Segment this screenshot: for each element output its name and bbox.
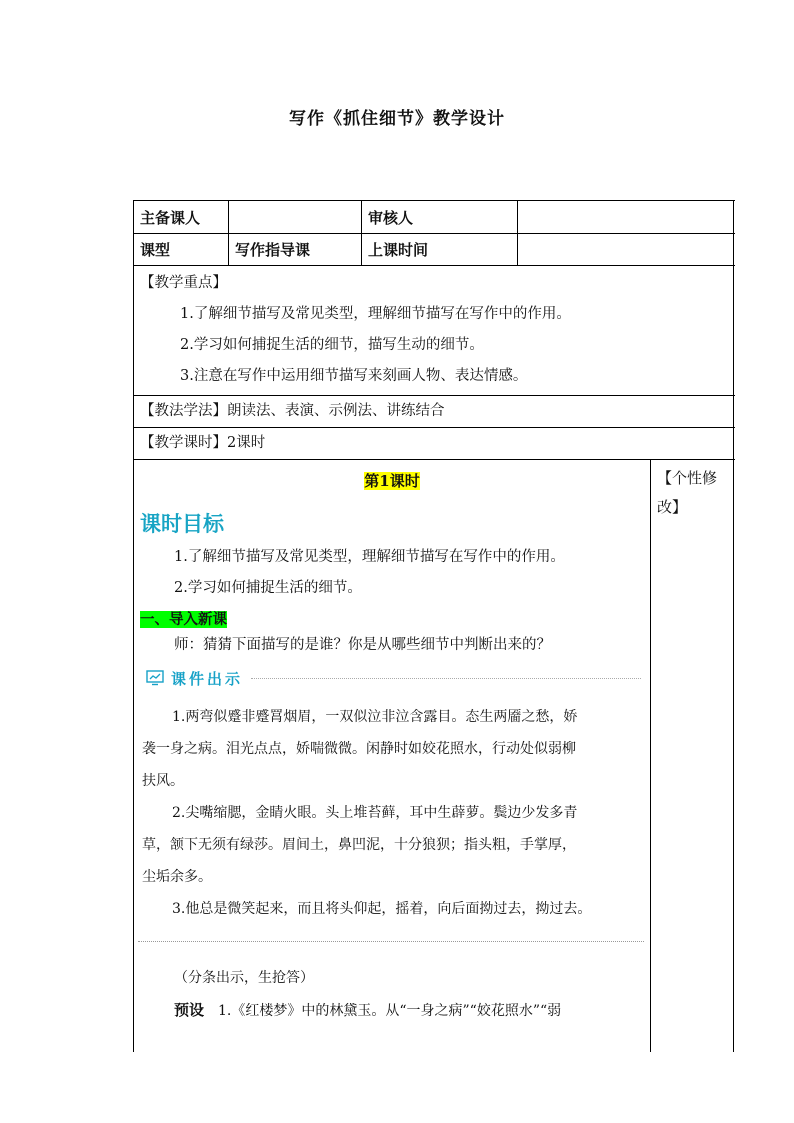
- class-time-label: 上课时间: [362, 234, 518, 265]
- passage-line: 尘垢余多。: [142, 869, 212, 885]
- hours-label: 【教学课时】: [140, 435, 227, 451]
- personal-revision-column[interactable]: [651, 460, 734, 1052]
- courseware-passages: [134, 695, 650, 925]
- passage-line: 1.两弯似蹙非蹙罥烟眉，一双似泣非泣含露目。态生两靥之愁，娇: [172, 709, 578, 725]
- section-intro-heading: 一、导入新课: [140, 611, 227, 628]
- divider: [138, 941, 644, 942]
- reviewer-label: 审核人: [362, 201, 518, 233]
- passage-line: 扶风。: [142, 773, 184, 789]
- lesson-type-value: 写作指导课: [229, 234, 362, 265]
- hours-value: 2课时: [227, 435, 266, 451]
- key-point-item: 2.学习如何捕捉生活的细节，描写生动的细节。: [180, 337, 484, 353]
- goal-item: 1.了解细节描写及常见类型，理解细节描写在写作中的作用。: [174, 549, 565, 565]
- header-row-2: [134, 234, 735, 266]
- lead-teacher-value[interactable]: [229, 201, 362, 233]
- key-point-item: 1.了解细节描写及常见类型，理解细节描写在写作中的作用。: [180, 306, 571, 322]
- methods-value: 朗读法、表演、示例法、讲练结合: [227, 403, 445, 419]
- key-points-label: 【教学重点】: [140, 275, 227, 291]
- lesson-row: [134, 460, 735, 1052]
- lead-teacher-label: 主备课人: [134, 201, 229, 233]
- methods-row: [134, 396, 735, 428]
- lesson-plan-table: [133, 200, 735, 1052]
- passage-line: 2.尖嘴缩腮，金睛火眼。头上堆苔藓，耳中生薜萝。鬓边少发多青: [172, 805, 578, 821]
- personal-revision-label: 【个性修改】: [657, 469, 718, 516]
- passage-line: 3.他总是微笑起来，而且将头仰起，摇着，向后面拗过去，拗过去。: [172, 901, 592, 917]
- document-title: 写作《抓住细节》教学设计: [289, 109, 505, 129]
- lesson-type-label: 课型: [134, 234, 229, 265]
- lesson-main: [134, 460, 651, 1052]
- methods-label: 【教法学法】: [140, 403, 227, 419]
- class-time-value[interactable]: [518, 234, 734, 265]
- goal-item: 2.学习如何捕捉生活的细节。: [174, 580, 362, 596]
- preset-label: 预设: [174, 1001, 205, 1019]
- key-points-row: [134, 266, 735, 396]
- reviewer-value[interactable]: [518, 201, 734, 233]
- hours-row: [134, 428, 735, 460]
- passage-line: 袭一身之病。泪光点点，娇喘微微。闲静时如姣花照水，行动处似弱柳: [142, 741, 576, 757]
- header-row-1: [134, 201, 735, 234]
- preset-line: [134, 994, 650, 1027]
- courseware-label: 课件出示: [171, 669, 244, 688]
- preset-text: 1.《红楼梦》中的林黛玉。从“一身之病”“姣花照水”“弱: [218, 1003, 562, 1019]
- passage-line: 草，颔下无须有绿莎。眉间土，鼻凹泥，十分狼狈；指头粗，手掌厚，: [142, 837, 576, 853]
- goals-title: 课时目标: [140, 512, 224, 536]
- lesson-heading: 第1课时: [364, 472, 420, 490]
- courseware-icon: [146, 670, 164, 686]
- answer-note: （分条出示，生抢答）: [174, 970, 314, 986]
- key-point-item: 3.注意在写作中运用细节描写来刻画人物、表达情感。: [180, 368, 528, 384]
- teacher-question: 师：猜猜下面描写的是谁？你是从哪些细节中判断出来的？: [174, 637, 551, 653]
